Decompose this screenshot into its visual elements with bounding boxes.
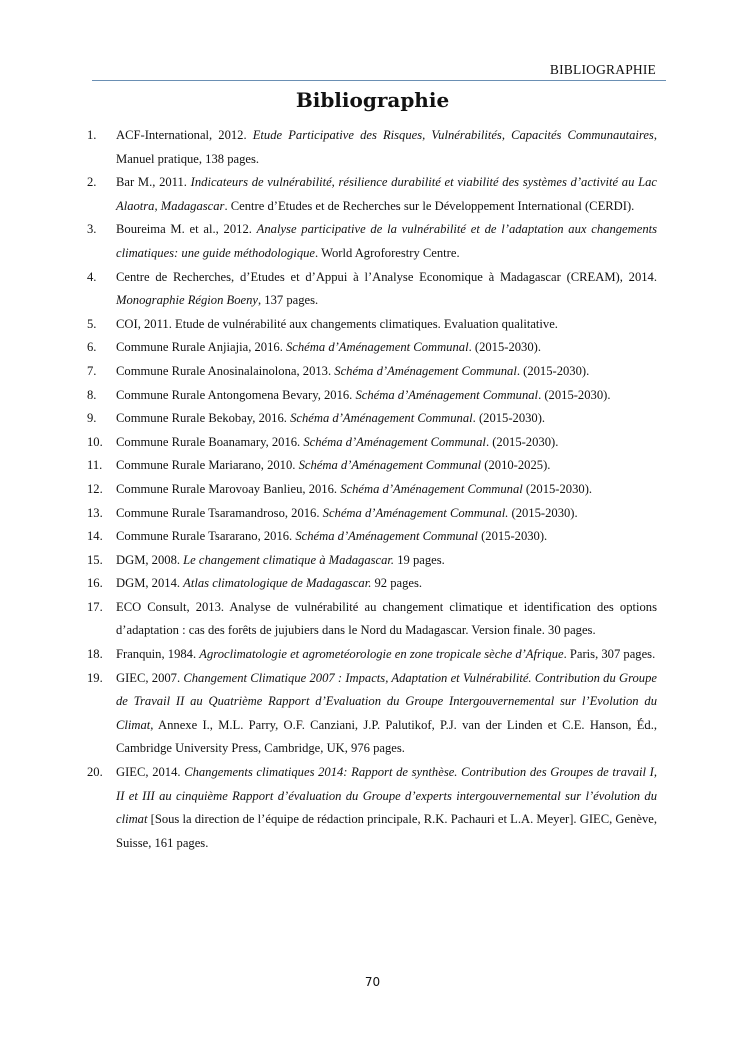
- reference-segment: Commune Rurale Bekobay, 2016.: [116, 411, 291, 426]
- reference-text: [116, 502, 657, 526]
- reference-number: 20.: [87, 765, 103, 780]
- reference-number: 3.: [87, 222, 97, 237]
- header-rule: [92, 80, 666, 81]
- reference-item: [87, 525, 657, 549]
- reference-title: Monographie Région Boeny: [116, 293, 258, 308]
- reference-item: [87, 454, 657, 478]
- reference-number: 8.: [87, 387, 97, 402]
- reference-text: [116, 336, 657, 360]
- reference-segment: Centre de Recherches, d’Etudes et d’Appui à l’Analyse Economique à Madagascar (CREAM), 2014.: [116, 269, 657, 284]
- reference-segment: DGM, 2008.: [116, 552, 184, 567]
- reference-text: [116, 218, 657, 265]
- reference-text: [116, 525, 657, 549]
- reference-item: [87, 502, 657, 526]
- reference-number: 15.: [87, 552, 103, 567]
- reference-title: Schéma d’Aménagement Communal: [303, 434, 486, 449]
- reference-segment: . (2015-2030).: [468, 340, 541, 355]
- reference-title: Indicateurs de vulnérabilité, résilience durabilité et viabilité des systèmes d’activité au Lac Alaotra, Madagascar: [116, 175, 657, 213]
- reference-segment: Commune Rurale Antongomena Bevary, 2016.: [116, 387, 356, 402]
- reference-text: [116, 596, 657, 643]
- reference-title: Agroclimatologie et agrometéorologie en zone tropicale sèche d’Afrique: [199, 647, 564, 662]
- reference-title: Le changement climatique à Madagascar.: [183, 552, 395, 567]
- reference-title: Etude Participative des Risques, Vulnérabilités, Capacités Communautaires: [252, 128, 654, 142]
- reference-number: 17.: [87, 599, 103, 614]
- reference-segment: , 137 pages.: [258, 293, 319, 308]
- reference-text: [116, 360, 657, 384]
- reference-title: Changements climatiques 2014: Rapport de synthèse. Contribution des Groupes de travail I, II et III au cinquième Rapport d’évaluation du Groupe d’experts intergouvernemental sur l’évolution du climat: [116, 765, 657, 827]
- reference-segment: , Annexe I., M.L. Parry, O.F. Canziani, J.P. Palutikof, P.J. van der Linden et C.E. Hanson, Éd., Cambridge University Press, Cambridge, UK, 976 pages.: [116, 717, 657, 756]
- reference-item: [87, 478, 657, 502]
- reference-item: [87, 313, 657, 337]
- reference-item: [87, 360, 657, 384]
- reference-number: 5.: [87, 316, 97, 331]
- reference-segment: GIEC, 2014.: [116, 765, 185, 780]
- reference-number: 18.: [87, 647, 103, 662]
- reference-item: [87, 643, 657, 667]
- reference-segment: , Manuel pratique, 138 pages.: [116, 128, 657, 166]
- reference-text: [116, 454, 657, 478]
- reference-segment: DGM, 2014.: [116, 576, 184, 591]
- page-number: 70: [364, 975, 381, 989]
- reference-number: 10.: [87, 434, 103, 449]
- reference-segment: COI, 2011. Etude de vulnérabilité aux changements climatiques. Evaluation qualitative.: [116, 316, 558, 331]
- reference-text: [116, 407, 657, 431]
- reference-text: [116, 124, 657, 171]
- reference-title: Schéma d’Aménagement Communal.: [322, 505, 509, 520]
- reference-segment: ECO Consult, 2013. Analyse de vulnérabilité au changement climatique et identification des options d’adaptation : cas des forêts de jujubiers dans le Nord du Madagascar. Version finale. 30 pages.: [116, 599, 657, 638]
- reference-item: [87, 171, 657, 218]
- reference-segment: 19 pages.: [394, 552, 445, 567]
- reference-segment: 92 pages.: [371, 576, 423, 591]
- reference-text: [116, 549, 657, 573]
- reference-item: [87, 761, 657, 855]
- reference-item: [87, 549, 657, 573]
- reference-item: [87, 667, 657, 761]
- reference-title: Atlas climatologique de Madagascar.: [183, 576, 372, 591]
- reference-segment: Commune Rurale Tsararano, 2016.: [116, 529, 296, 544]
- reference-title: Schéma d’Aménagement Communal: [355, 387, 539, 402]
- reference-number: 13.: [87, 505, 103, 520]
- reference-segment: Commune Rurale Tsaramandroso, 2016.: [116, 505, 323, 520]
- reference-title: Schéma d’Aménagement Communal: [295, 529, 478, 544]
- reference-number: 12.: [87, 481, 103, 496]
- reference-item: [87, 572, 657, 596]
- reference-number: 1.: [87, 128, 97, 142]
- reference-segment: . (2015-2030).: [516, 363, 590, 378]
- reference-title: Schéma d’Aménagement Communal: [298, 458, 482, 473]
- reference-segment: . (2015-2030).: [485, 434, 559, 449]
- reference-item: [87, 384, 657, 408]
- reference-number: 11.: [87, 458, 103, 473]
- reference-text: [116, 431, 657, 455]
- reference-item: [87, 124, 657, 171]
- reference-segment: Franquin, 1984.: [116, 647, 200, 662]
- reference-text: [116, 478, 657, 502]
- reference-item: [87, 596, 657, 643]
- reference-segment: (2015-2030).: [522, 481, 593, 496]
- reference-text: [116, 761, 657, 855]
- running-header: BIBLIOGRAPHIE: [549, 62, 656, 77]
- reference-text: [116, 572, 657, 596]
- reference-segment: GIEC, 2007.: [116, 670, 184, 685]
- reference-text: [116, 667, 657, 761]
- reference-item: [87, 266, 657, 313]
- reference-text: [116, 266, 657, 313]
- reference-number: 16.: [87, 576, 103, 591]
- reference-number: 14.: [87, 529, 103, 544]
- reference-segment: ACF-International, 2012.: [116, 128, 253, 142]
- reference-number: 4.: [87, 269, 97, 284]
- reference-title: Changement Climatique 2007 : Impacts, Adaptation et Vulnérabilité. Contribution du Groupe de Travail II au Quatrième Rapport d’Evaluation du Groupe Intergouvernemental sur l’Evolution du Climat: [116, 670, 657, 732]
- reference-item: [87, 336, 657, 360]
- reference-number: 6.: [87, 340, 97, 355]
- reference-segment: (2015-2030).: [477, 529, 548, 544]
- reference-segment: . (2015-2030).: [538, 387, 611, 402]
- reference-title: Schéma d’Aménagement Communal: [286, 340, 469, 355]
- reference-segment: . Paris, 307 pages.: [563, 647, 656, 662]
- reference-segment: (2010-2025).: [481, 458, 551, 473]
- reference-segment: Commune Rurale Marovoay Banlieu, 2016.: [116, 481, 341, 496]
- reference-title: Schéma d’Aménagement Communal: [290, 411, 473, 426]
- page-title: Bibliographie: [295, 88, 450, 112]
- reference-segment: Commune Rurale Anjiajia, 2016.: [116, 340, 286, 355]
- reference-item: [87, 407, 657, 431]
- reference-segment: Bar M., 2011.: [116, 175, 191, 190]
- reference-segment: . (2015-2030).: [472, 411, 546, 426]
- reference-title: Analyse participative de la vulnérabilité et de l’adaptation aux changements climatiques: une guide méthodologique: [116, 222, 658, 260]
- reference-text: [116, 171, 657, 218]
- reference-text: [116, 643, 657, 667]
- reference-number: 7.: [87, 363, 97, 378]
- reference-number: 9.: [87, 411, 97, 426]
- reference-item: [87, 218, 657, 265]
- reference-text: [116, 313, 657, 337]
- reference-title: Schéma d’Aménagement Communal: [334, 363, 517, 378]
- reference-segment: Boureima M. et al., 2012.: [116, 222, 257, 237]
- reference-segment: [Sous la direction de l’équipe de rédaction principale, R.K. Pachauri et L.A. Meyer]. GIEC, Genève, Suisse, 161 pages.: [116, 812, 658, 850]
- reference-number: 19.: [87, 670, 103, 685]
- reference-title: Schéma d’Aménagement Communal: [340, 481, 523, 496]
- reference-number: 2.: [87, 175, 97, 190]
- reference-item: [87, 431, 657, 455]
- reference-segment: . Centre d’Etudes et de Recherches sur le Développement International (CERDI).: [224, 198, 635, 213]
- reference-segment: Commune Rurale Anosinalainolona, 2013.: [116, 363, 335, 378]
- reference-list: [87, 124, 657, 855]
- reference-segment: Commune Rurale Mariarano, 2010.: [116, 458, 299, 473]
- reference-segment: Commune Rurale Boanamary, 2016.: [116, 434, 304, 449]
- reference-segment: (2015-2030).: [508, 505, 578, 520]
- reference-segment: . World Agroforestry Centre.: [315, 245, 460, 260]
- reference-text: [116, 384, 657, 408]
